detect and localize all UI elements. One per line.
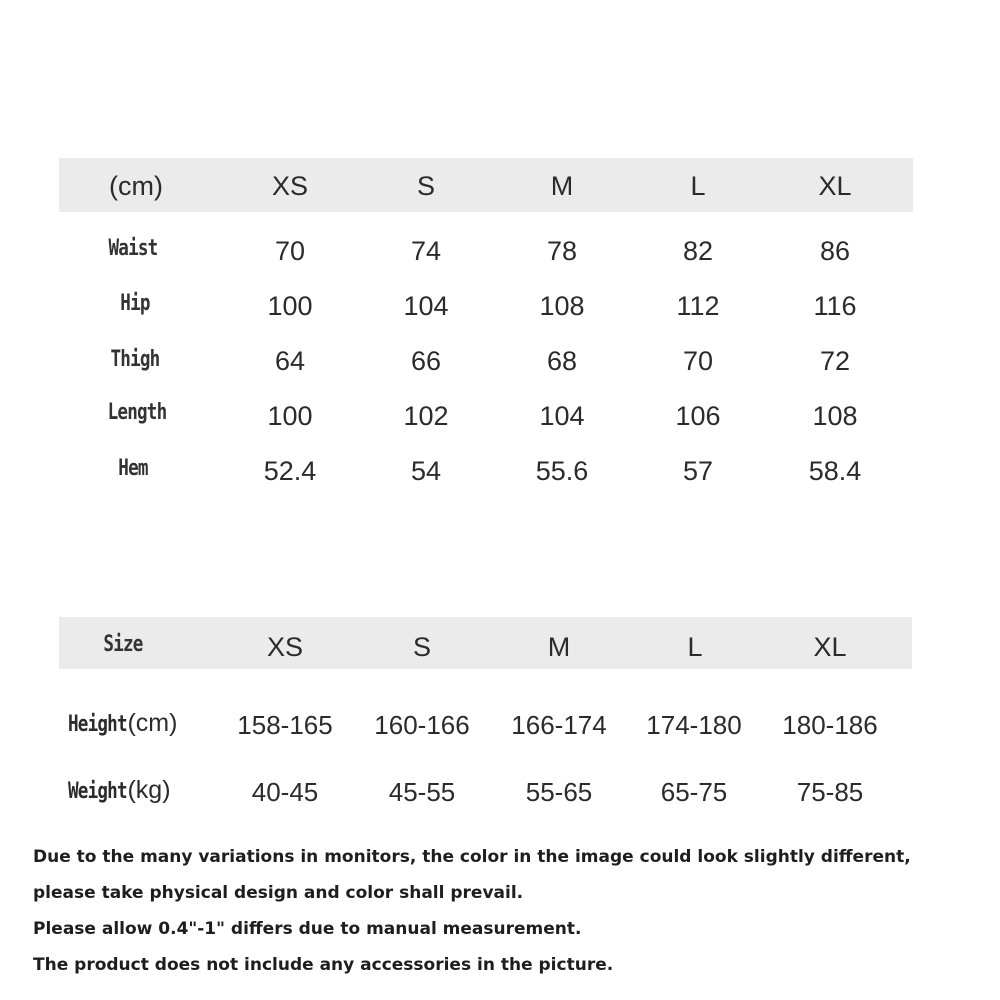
note-monitor-variation: Due to the many variations in monitors, the color in the image could look slightly different, [33, 847, 911, 867]
size-guide-header-s: S [412, 632, 431, 662]
table-cell: 55.6 [535, 456, 589, 486]
table-cell: 55-65 [525, 777, 593, 807]
table-cell: 158-165 [237, 710, 333, 740]
table-cell: 160-166 [374, 710, 470, 740]
table-cell: 86 [819, 236, 851, 266]
row-label-waist: Waist [108, 236, 158, 261]
table-cell: 102 [403, 401, 449, 431]
table-cell: 100 [267, 401, 313, 431]
table-cell: 104 [403, 291, 449, 321]
measurement-header-xl: XL [818, 171, 852, 201]
note-measurement-tolerance: Please allow 0.4"-1" differs due to manual measurement. [33, 919, 582, 939]
table-cell: 104 [539, 401, 585, 431]
table-cell: 54 [410, 456, 442, 486]
row-label-weight [68, 774, 171, 808]
table-cell: 106 [675, 401, 721, 431]
row-label-hip: Hip [120, 291, 150, 316]
table-cell: 112 [676, 291, 720, 321]
size-guide-header-m: M [547, 632, 571, 662]
measurement-header-m: M [550, 171, 574, 201]
table-cell: 100 [267, 291, 313, 321]
table-cell: 52.4 [263, 456, 317, 486]
size-guide-header-l: L [687, 632, 703, 662]
measurement-header-l: L [690, 171, 706, 201]
size-guide-header-size: Size [103, 632, 143, 657]
measurement-header-xs: XS [271, 171, 309, 201]
table-cell: 45-55 [388, 777, 456, 807]
row-label-length: Length [107, 400, 167, 425]
row-label-hem: Hem [118, 456, 148, 481]
table-cell: 72 [819, 346, 851, 376]
table-cell: 174-180 [646, 710, 742, 740]
table-cell: 68 [546, 346, 578, 376]
table-cell: 75-85 [796, 777, 864, 807]
table-cell: 108 [812, 401, 858, 431]
note-no-accessories: The product does not include any accessories in the picture. [33, 955, 614, 975]
row-label-height-text: Height [68, 712, 127, 737]
measurement-header-unit: (cm) [109, 171, 163, 201]
table-cell: 64 [274, 346, 306, 376]
row-label-weight-text: Weight [68, 779, 127, 804]
table-cell: 108 [539, 291, 585, 321]
table-cell: 180-186 [782, 710, 878, 740]
table-cell: 70 [274, 236, 306, 266]
row-label-height [68, 707, 177, 741]
table-cell: 66 [410, 346, 442, 376]
table-cell: 78 [546, 236, 578, 266]
note-physical-prevail: please take physical design and color shall prevail. [33, 883, 524, 903]
row-label-height-unit: (cm) [127, 709, 178, 737]
table-cell: 82 [682, 236, 714, 266]
table-cell: 166-174 [511, 710, 607, 740]
measurement-header-s: S [416, 171, 435, 201]
table-cell: 57 [682, 456, 714, 486]
row-label-weight-unit: (kg) [127, 776, 171, 804]
table-cell: 40-45 [251, 777, 319, 807]
row-label-thigh: Thigh [110, 347, 160, 372]
size-guide-header-xl: XL [813, 632, 847, 662]
table-cell: 70 [682, 346, 714, 376]
size-guide-header-xs: XS [266, 632, 304, 662]
table-cell: 65-75 [660, 777, 728, 807]
table-cell: 58.4 [808, 456, 862, 486]
table-cell: 116 [813, 291, 857, 321]
table-cell: 74 [410, 236, 442, 266]
